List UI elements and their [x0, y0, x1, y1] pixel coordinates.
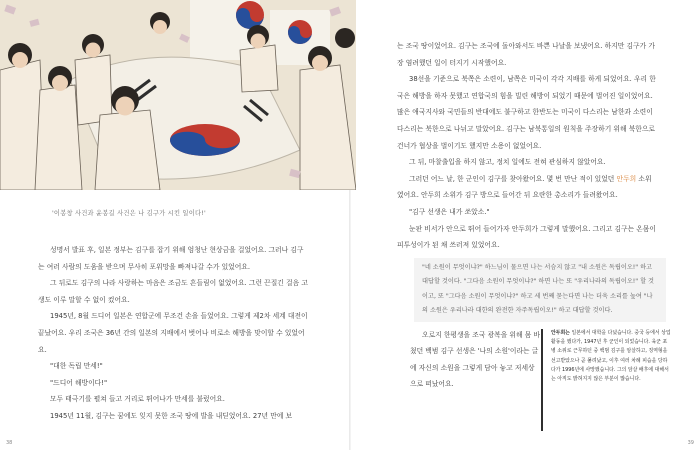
paragraph: 1945년 11월, 김구는 꿈에도 잊지 못한 조국 땅에 발을 내딛었어요. 27년 만에 보: [50, 411, 293, 420]
paragraph: 그러던 어느 날, 한 군인이 김구를 찾아왔어요. 몇 번 만난 적이 있었던 안두희 소위였어요. 안두희 소위가 김구 방으로 들어간 뒤 요란한 총소리가 들려왔어요.: [397, 174, 652, 200]
note-body: 일본에서 대학을 다녔습니다. 중국 등에서 상업 활동을 했다가, 1947년 후 군인이 되었습니다. 육군 포병 소위로 근무하던 중 백범 김구를 암살하고, 징역형을 선고받았으나 곧 풀려났고, 이후 여러 차례 피습을 당하다가 1996년에 사망했습니다. 그의 암살 배후에 대해서는 아직도 밝혀지지 않은 부분이 많습니다.: [551, 330, 671, 383]
closing-paragraph: 오로지 한평생을 조국 광복을 위해 몸 바쳤던 백범 김구 선생은 '나의 소원'이라는 글에 자신의 소원을 그렇게 담아 놓고 저세상으로 떠났어요.: [410, 331, 541, 389]
paragraph: 그 뒤, 마찰출입을 하지 않고, 정치 일에도 전혀 관심하지 않았어요.: [409, 158, 606, 167]
paragraph: 성명서 발표 후, 일본 정부는 김구를 잡기 위해 엄청난 현상금을 걸었어요. 그러나 김구는 여러 사람의 도움을 받으며 무사히 포위망을 빠져나갈 수가 있었어요.: [38, 246, 304, 271]
paragraph: 는 조국 땅이었어요. 김구는 조국에 돌아와서도 바쁜 나날을 보냈어요. 하지만 김구가 가장 염려했던 일이 터지기 시작했어요.: [397, 42, 655, 67]
quote-text: "네 소원이 무엇이냐?" 하느님이 물으면 나는 서슴지 않고 "내 소원은 독립이오!" 하고 대답할 것이다. "그다음 소원이 무엇이냐?" 하면 나는 또 "우리나라의 독립이오!" 할 것이고, 또 "그다음 소원이 무엇이냐?" 하고 세 번째 묻는다면 나는 더욱 소리를 높여 "나의 소원은 우리나라 대한의 완전한 자주독립이오!" 하고 대답할 것이다.: [422, 264, 655, 315]
crowd-with-flags-illustration: [0, 0, 356, 190]
page-number-right: 39: [687, 440, 694, 446]
right-text-column: [397, 38, 657, 254]
paragraph: 그 뒤로도 김구의 나라 사랑하는 마음은 조금도 흔들림이 없었어요. 그런 끈질긴 걸음 고생도 이루 말할 수 없이 컸어요.: [38, 279, 308, 304]
quote-line: "드디어 해방이다!": [50, 378, 108, 387]
left-text-column: [38, 242, 310, 425]
side-note: [541, 329, 671, 431]
quote-box: [414, 258, 666, 322]
illustration-caption: '이봉창 사건과 윤봉길 사건은 나 김구가 시킨 일이다!': [52, 210, 206, 217]
quote-line: "대한 독립 만세!": [50, 362, 103, 371]
note-title: 안두희는: [551, 330, 570, 336]
paragraph: 1945년, 8월 드디어 일본은 연합군에 무조건 손을 들었어요. 그렇게 제2차 세계 대전이 끝났어요. 우리 조국은 36년 간의 일본의 지배에서 벗어나 비로소 해방을 맞이할 수 있었어요.: [38, 312, 308, 354]
illustration: [0, 0, 356, 190]
quote-line: "김구 선생은 내가 쏘았소.": [409, 207, 490, 216]
paragraph: 눈판 비서가 안으로 뛰어 들어가자 안두희가 그렇게 말했어요. 그리고 김구는 온몸이 피투성이가 된 채 쓰러져 있었어요.: [397, 224, 657, 250]
page-number-left: 38: [6, 440, 13, 446]
paragraph: 모두 태극기를 펼쳐 들고 거리로 뛰어나가 만세를 불렀어요.: [50, 395, 225, 404]
highlighted-name: 안두희: [616, 174, 637, 183]
paragraph: 38선을 기준으로 북쪽은 소련이, 남쪽은 미국이 각각 지배를 하게 되었어요. 우리 한국은 해방을 하자 못했고 연합국의 힘을 빌린 해방이 되었기 때문에 벌어진 일이었어요. 많은 애국지사와 국민들의 반대에도 불구하고 한반도는 미국이 다스리는 남한과 소련이 다스리는 북한으로 나뉘고 말았어요. 김구는 남북통일의 원칙을 주장하기 위해 북한으로 건너가 협상을 벌이기도 했지만 소용이 없었어요.: [397, 75, 656, 150]
